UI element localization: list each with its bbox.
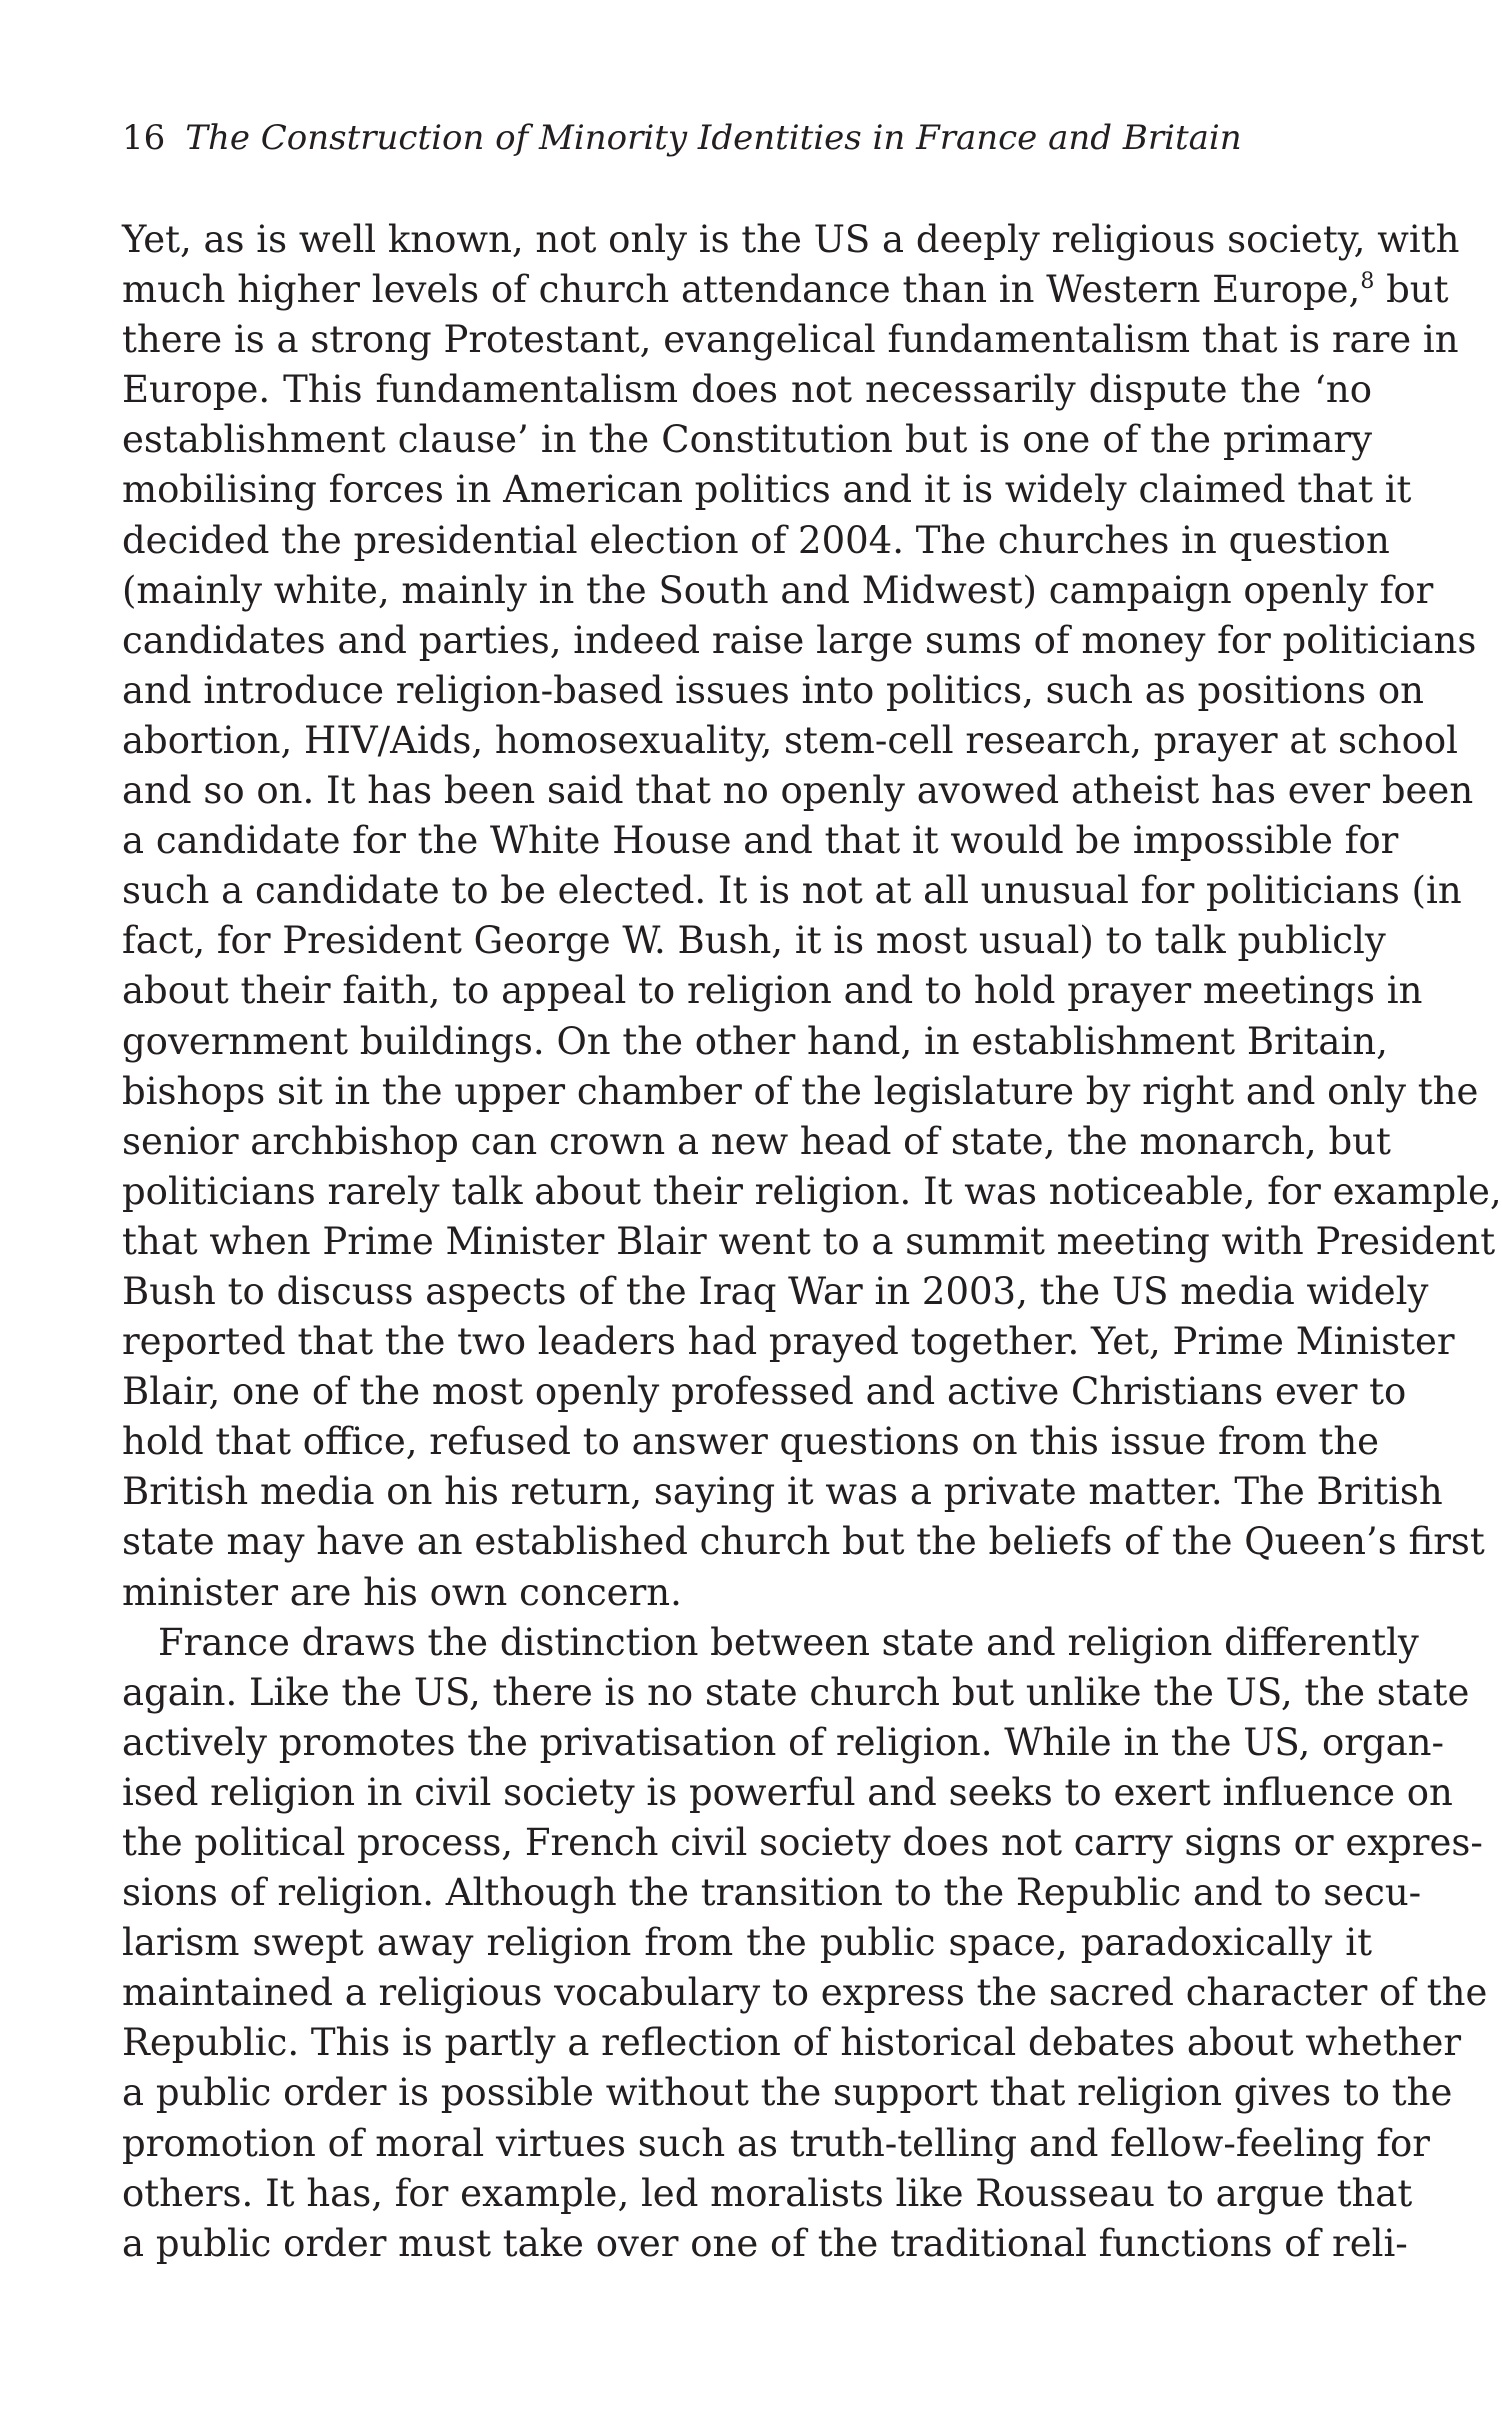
text-line-with-footnote xyxy=(122,265,1449,315)
page-number: 16 xyxy=(122,118,166,158)
text-line: ised religion in civil society is powerful and seeks to exert influence on xyxy=(122,1770,1453,1814)
text-line: British media on his return, saying it was a private matter. The British xyxy=(122,1470,1443,1514)
text-line: Europe. This fundamentalism does not necessarily dispute the ‘no xyxy=(122,368,1372,412)
text-line: a candidate for the White House and that it would be impossible for xyxy=(122,819,1399,863)
text-line: promotion of moral virtues such as truth-telling and fellow-feeling for xyxy=(122,2121,1430,2165)
text-line: the political process, French civil society does not carry signs or expres- xyxy=(122,1821,1483,1864)
text-line: others. It has, for example, led moralists like Rousseau to argue that xyxy=(122,2171,1413,2215)
text-line: and so on. It has been said that no openly avowed atheist has ever been xyxy=(122,769,1474,813)
text-line: maintained a religious vocabulary to express the sacred character of the xyxy=(122,1971,1488,2015)
text-line: Republic. This is partly a reflection of historical debates about whether xyxy=(122,2021,1462,2065)
text-line: bishops sit in the upper chamber of the legislature by right and only the xyxy=(122,1069,1479,1113)
text-line: Bush to discuss aspects of the Iraq War in 2003, the US media widely xyxy=(122,1269,1429,1313)
text-line: (mainly white, mainly in the South and Midwest) campaign openly for xyxy=(122,568,1434,612)
text-line: abortion, HIV/Aids, homosexuality, stem-cell research, prayer at school xyxy=(122,718,1458,762)
text-line: politicians rarely talk about their religion. It was noticeable, for example, xyxy=(122,1169,1502,1213)
text-line: decided the presidential election of 2004. The churches in question xyxy=(122,518,1390,562)
body-text xyxy=(122,215,1502,2269)
text-line: that when Prime Minister Blair went to a summit meeting with President xyxy=(122,1219,1496,1263)
text-line: sions of religion. Although the transition to the Republic and to secu- xyxy=(122,1871,1422,1915)
text-line: government buildings. On the other hand, in establishment Britain, xyxy=(122,1019,1388,1063)
text-line: again. Like the US, there is no state church but unlike the US, the state xyxy=(122,1670,1470,1714)
text-line: about their faith, to appeal to religion and to hold prayer meetings in xyxy=(122,969,1423,1013)
text-line: larism swept away religion from the public space, paradoxically it xyxy=(122,1921,1372,1965)
text-line: reported that the two leaders had prayed together. Yet, Prime Minister xyxy=(122,1320,1455,1364)
text-line: a public order must take over one of the traditional functions of reli- xyxy=(122,2221,1408,2265)
text-line: mobilising forces in American politics and it is widely claimed that it xyxy=(122,468,1412,512)
text-line: Yet, as is well known, not only is the US a deeply religious society, with xyxy=(122,218,1460,261)
text-line: France draws the distinction between state and religion differently xyxy=(158,1620,1419,1664)
running-head xyxy=(122,118,1372,158)
text-line: candidates and parties, indeed raise large sums of money for politicians xyxy=(122,618,1477,662)
text-line: a public order is possible without the support that religion gives to the xyxy=(122,2071,1453,2115)
running-title: The Construction of Minority Identities in France and Britain xyxy=(185,118,1242,158)
text-line: establishment clause’ in the Constitution but is one of the primary xyxy=(122,418,1372,462)
text-line: fact, for President George W. Bush, it is most usual) to talk publicly xyxy=(122,919,1386,963)
footnote-marker[interactable]: 8 xyxy=(1360,269,1375,295)
text-line: such a candidate to be elected. It is not at all unusual for politicians (in xyxy=(122,869,1462,913)
text-line: actively promotes the privatisation of religion. While in the US, organ- xyxy=(122,1720,1445,1764)
text-line: Blair, one of the most openly professed and active Christians ever to xyxy=(122,1370,1407,1414)
text-segment: but xyxy=(1374,268,1449,312)
text-line: and introduce religion-based issues into politics, such as positions on xyxy=(122,668,1424,712)
text-line: there is a strong Protestant, evangelical fundamentalism that is rare in xyxy=(122,318,1459,362)
text-line: state may have an established church but the beliefs of the Queen’s first xyxy=(122,1520,1485,1564)
text-segment: much higher levels of church attendance than in Western Europe, xyxy=(122,268,1361,312)
text-line: senior archbishop can crown a new head of state, the monarch, but xyxy=(122,1119,1391,1163)
text-line: hold that office, refused to answer questions on this issue from the xyxy=(122,1420,1380,1464)
text-line: minister are his own concern. xyxy=(122,1570,682,1614)
